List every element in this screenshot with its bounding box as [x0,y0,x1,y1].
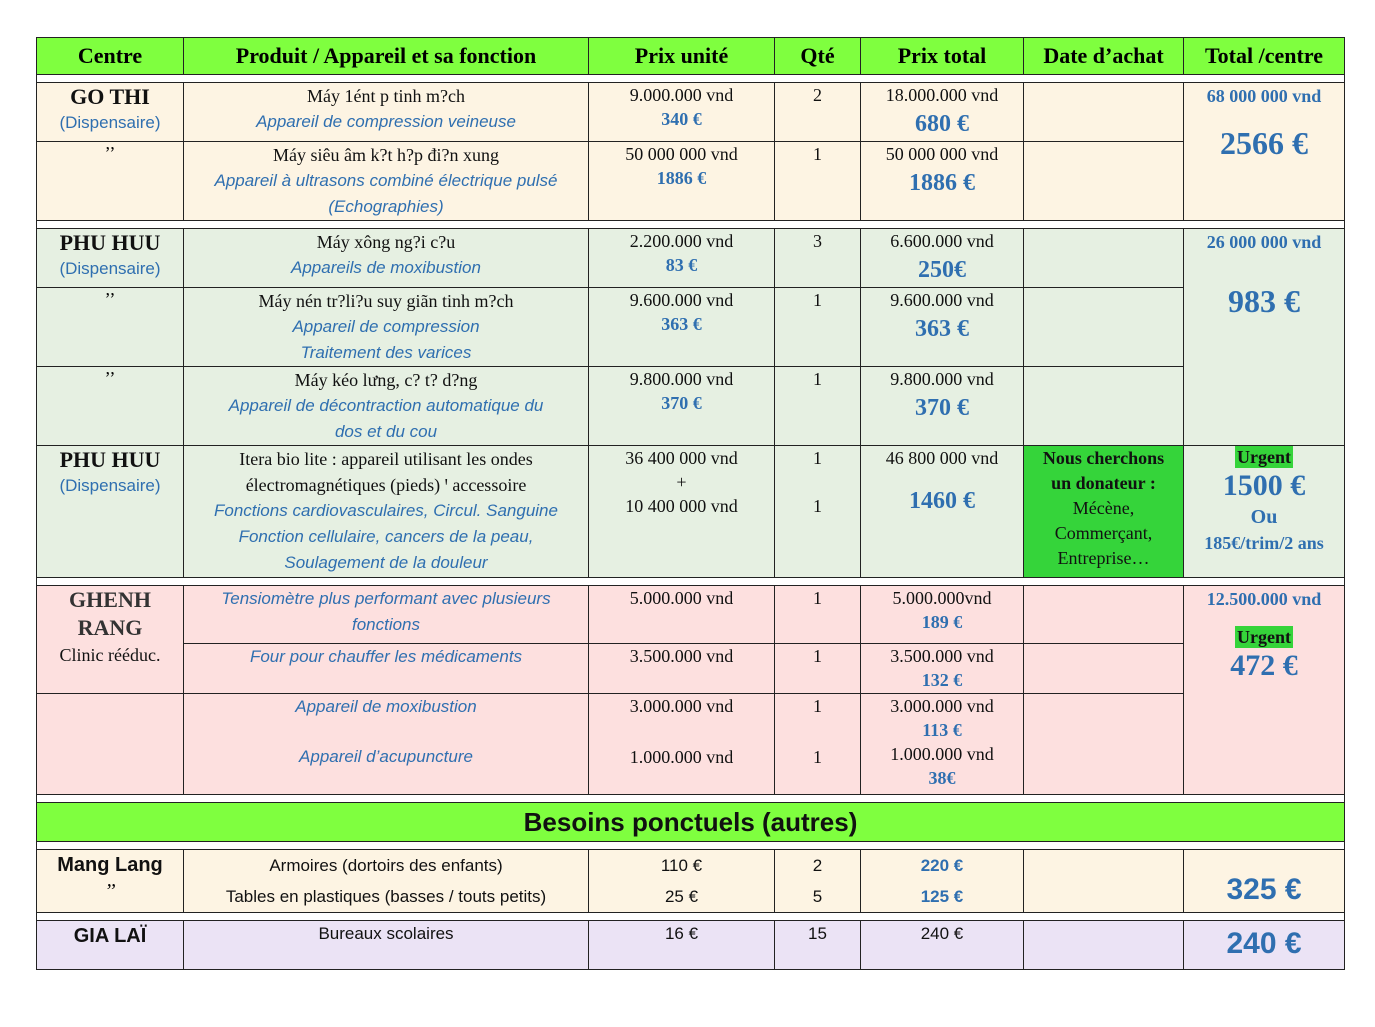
quantity: 2 [813,85,822,105]
unit-price-vnd: 2.200.000 vnd [629,231,734,251]
unit-price-vnd: 10 400 000 vnd [625,496,738,516]
unit-price-eur: 83 € [665,255,698,275]
total-vnd: 46 800 000 vnd [885,448,999,468]
header-unit-price: Prix unité [589,38,775,75]
unit-price-vnd: 1.000.000 vnd [629,747,734,767]
centre-name: GHENH [69,587,151,612]
donor-line: Commerçant, [1054,523,1153,543]
unit-price-vnd: 50 000 000 vnd [625,144,738,164]
quantity: 1 [813,588,822,608]
table-row [37,850,1345,913]
header-purchase-date: Date d’achat [1024,38,1184,75]
header-product: Produit / Appareil et sa fonction [184,38,589,75]
unit-price-vnd: 5.000.000 vnd [629,588,734,608]
total-vnd: 5.000.000vnd [892,588,992,608]
product-fr: fonctions [351,615,421,634]
total-vnd: 6.600.000 vnd [890,231,994,251]
total-vnd: 9.800.000 vnd [890,369,994,389]
donor-request [1024,446,1184,578]
table-row [37,83,1345,142]
total-price: 125 € [920,887,964,906]
total-eur: 680 € [915,111,969,137]
product-vn: Máy 1ént p tinh m?ch [307,86,465,106]
purchase-date [1024,288,1184,367]
product-name: Armoires (dortoirs des enfants) [269,856,503,875]
centre-total-eur: 1500 € [1222,469,1306,502]
urgent-badge: Urgent [1237,447,1291,467]
product-fr: Appareil d’acupuncture [299,747,473,766]
product-name: Bureaux scolaires [318,924,454,943]
centre-total-eur: 472 € [1230,649,1298,682]
product-fr: Appareils de moxibustion [291,258,481,277]
donor-line: Nous cherchons [1042,448,1165,468]
ditto-mark: ’’ [104,368,116,388]
ditto-mark: ’’ [104,143,116,163]
product-fr: Appareil de compression [292,317,480,336]
purchase-date [1024,850,1184,913]
table-row [37,142,1345,221]
ditto-mark: ’’ [104,289,116,309]
purchase-date [1024,694,1184,795]
purchase-date [1024,229,1184,288]
quantity: 5 [812,887,823,906]
table-row [37,644,1345,694]
product-fr: Four pour chauffer les médicaments [249,647,523,666]
donor-line: Entreprise… [1057,548,1150,568]
centre-name: PHU HUU [59,447,161,472]
product-fr: Tensiomètre plus performant avec plusieurs [221,589,551,608]
total-vnd: 18.000.000 vnd [885,85,999,105]
centre-name: Mang Lang [57,854,163,876]
unit-price-eur: 363 € [661,314,702,334]
product-vn: Máy kéo lưng, c? t? d?ng [294,370,478,390]
centre-name: PHU HUU [59,230,161,255]
centre-type: (Dispensaire) [59,476,161,495]
product-vn: Máy nén tr?li?u suy giãn tinh m?ch [258,291,514,311]
quantity: 1 [813,747,822,767]
total-eur: 1886 € [909,170,975,196]
total-eur: 132 € [921,670,963,690]
centre-total-eur: 2566 € [1220,125,1308,161]
section-title: Besoins ponctuels (autres) [37,803,1345,842]
table-row [37,367,1345,446]
total-eur: 189 € [921,612,963,632]
unit-price: 16 € [664,924,699,943]
centre-total-eur: 983 € [1228,283,1300,319]
product-fr: Appareil de décontraction automatique du [228,396,544,415]
centre-total-eur: 240 € [1226,927,1302,960]
total-eur: 363 € [915,316,969,342]
table-row [37,586,1345,644]
product-vn: Itera bio lite : appareil utilisant les ondes [239,449,533,469]
total-eur: 250€ [918,257,966,283]
centre-total-vnd: 12.500.000 vnd [1206,589,1322,609]
unit-price-vnd: 9.800.000 vnd [629,369,734,389]
centre-name: RANG [77,615,143,640]
product-fr: (Echographies) [328,197,444,216]
quantity: 1 [813,144,822,164]
quantity: 1 [813,646,822,666]
total-vnd: 1.000.000 vnd [890,744,994,764]
centre-type: (Dispensaire) [59,259,161,278]
purchase-date [1024,586,1184,644]
quantity: 2 [812,856,823,875]
table-row [37,446,1345,578]
unit-price-vnd: 9.600.000 vnd [629,290,734,310]
centre-type: (Dispensaire) [59,113,161,132]
total-price: 240 € [920,924,964,943]
purchase-date [1024,644,1184,694]
header-centre-total: Total /centre [1184,38,1345,75]
total-eur: 38€ [928,768,956,788]
quantity: 15 [808,924,827,943]
total-eur: 1460 € [909,488,975,514]
total-vnd: 50 000 000 vnd [885,144,999,164]
centre-name: GIA LAÏ [73,925,147,947]
centre-total-vnd: 26 000 000 vnd [1206,232,1322,252]
quantity: 3 [813,231,822,251]
total-eur: 370 € [915,395,969,421]
unit-price-vnd: 36 400 000 vnd [625,448,738,468]
table-row [37,288,1345,367]
total-eur: 113 € [922,720,962,740]
unit-price-eur: 340 € [661,109,702,129]
needs-table [36,37,1344,970]
product-fr: Appareil de moxibustion [295,697,477,716]
centre-name: GO THI [70,84,150,109]
header-qty: Qté [775,38,861,75]
purchase-date [1024,142,1184,221]
total-price: 220 € [920,856,964,875]
installment-alt: 185€/trim/2 ans [1204,533,1324,553]
product-fr: Soulagement de la douleur [284,553,488,572]
header-centre: Centre [37,38,184,75]
centre-total-eur: 325 € [1226,873,1302,906]
total-vnd: 3.000.000 vnd [890,696,994,716]
quantity: 1 [813,696,822,716]
centre-total-vnd: 68 000 000 vnd [1206,86,1322,106]
donor-line: Mécène, [1072,498,1135,518]
product-fr: Appareil à ultrasons combiné électrique pulsé [214,171,558,190]
purchase-date [1024,921,1184,970]
purchase-date [1024,367,1184,446]
product-fr: Traitement des varices [300,343,472,362]
unit-price-eur: 1886 € [656,168,707,188]
table-row [37,694,1345,795]
total-vnd: 9.600.000 vnd [890,290,994,310]
purchase-date [1024,83,1184,142]
header-total-price: Prix total [861,38,1024,75]
quantity: 1 [813,290,822,310]
product-name: Tables en plastiques (basses / touts petits) [225,887,547,906]
product-fr: Fonctions cardiovasculaires, Circul. Sanguine [214,501,558,520]
quantity: 1 [813,369,822,389]
table-row [37,921,1345,970]
product-fr: dos et du cou [334,422,438,441]
product-vn: électromagnétiques (pieds) ꞌ accessoire [245,475,527,495]
total-vnd: 3.500.000 vnd [890,646,994,666]
product-vn: Máy xông ng?i c?u [316,232,456,252]
section-row [37,803,1345,842]
unit-price-eur: 370 € [661,393,702,413]
unit-price-vnd: 3.500.000 vnd [629,646,734,666]
header-row [37,38,1345,75]
product-fr: Appareil de compression veineuse [256,112,516,131]
unit-price-vnd: 3.000.000 vnd [629,696,734,716]
unit-price: 25 € [664,887,699,906]
donor-line: un donateur : [1051,473,1156,493]
product-fr: Fonction cellulaire, cancers de la peau, [238,527,534,546]
unit-price: 110 € [660,856,703,875]
urgent-badge: Urgent [1237,627,1291,647]
quantity: 1 [813,496,822,516]
ditto-mark: ’’ [104,880,116,902]
plus-sign: + [676,472,687,492]
unit-price-vnd: 9.000.000 vnd [629,85,734,105]
table-row [37,229,1345,288]
product-vn: Máy siêu âm k?t h?p đi?n xung [273,145,499,165]
centre-type: Clinic rééduc. [59,645,161,665]
quantity: 1 [813,448,822,468]
or-label: Ou [1250,506,1278,528]
